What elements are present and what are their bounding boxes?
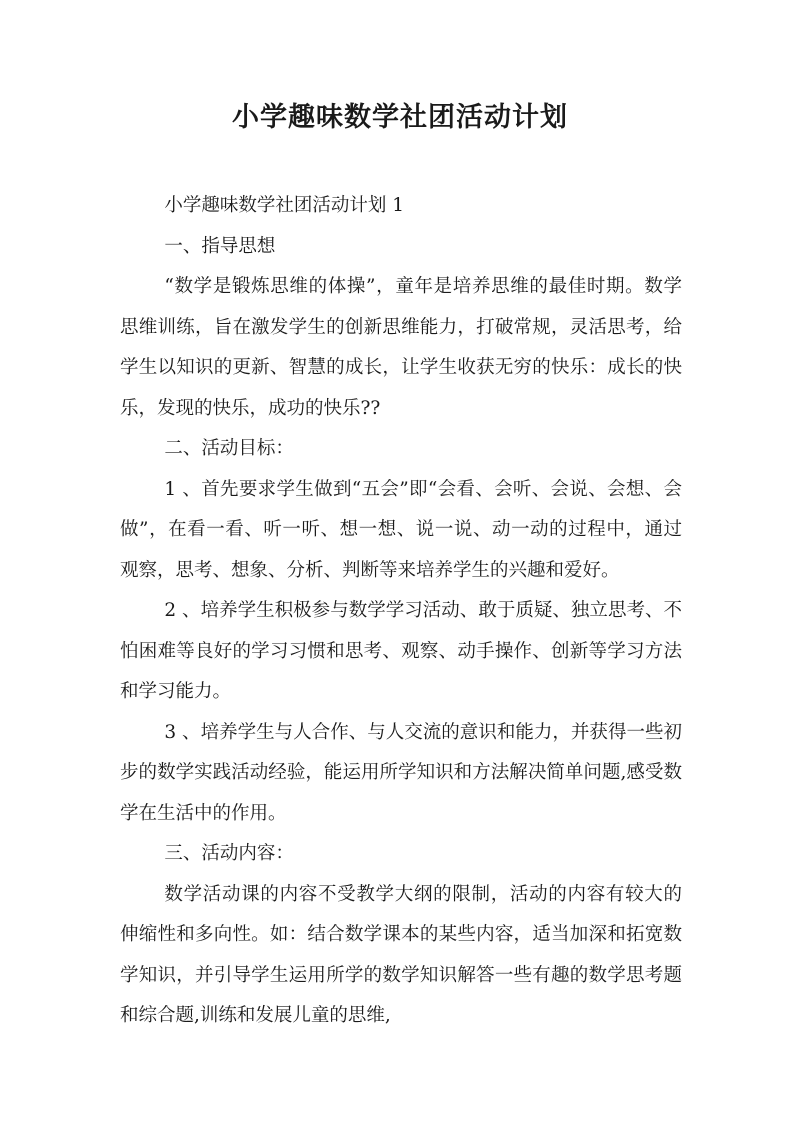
document-title: 小学趣味数学社团活动计划 (232, 102, 568, 133)
section-heading-guiding-thought: 一、指导思想 (164, 235, 276, 257)
paragraph-goal-2: 2 、培养学生积极参与数学学习活动、敢于质疑、独立思考、不怕困难等良好的学习习惯和思考、观察、动手操作、创新等学习方法和学习能力。 (120, 600, 682, 702)
paragraph-activity-content: 数学活动课的内容不受教学大纲的限制，活动的内容有较大的伸缩性和多向性。如：结合数学课本的某些内容，适当加深和拓宽数学知识，并引导学生运用所学的数学知识解答一些有趣的数学思考题和综合题,训练和发展儿童的思维, (120, 883, 682, 1026)
section-heading-activity-goals: 二、活动目标： (164, 438, 294, 459)
subtitle-paragraph: 小学趣味数学社团活动计划 1 (164, 195, 405, 216)
document-body (120, 186, 682, 1037)
paragraph-goal-1: 1 、首先要求学生做到“五会”即“会看、会听、会说、会想、会做”，在看一看、听一听、想一想、说一说、动一动的过程中，通过观察，思考、想象、分析、判断等来培养学生的兴趣和爱好。 (120, 478, 682, 581)
section-heading-activity-content: 三、活动内容： (164, 843, 294, 864)
paragraph-goal-3: 3 、培养学生与人合作、与人交流的意识和能力，并获得一些初步的数学实践活动经验，能运用所学知识和方法解决简单问题,感受数学在生活中的作用。 (120, 721, 682, 824)
paragraph-guiding-thought: “数学是锻炼思维的体操”，童年是培养思维的最佳时期。数学思维训练，旨在激发学生的创新思维能力，打破常规，灵活思考，给学生以知识的更新、智慧的成长，让学生收获无穷的快乐：成长的快乐，发现的快乐，成功的快乐?? (120, 276, 682, 419)
